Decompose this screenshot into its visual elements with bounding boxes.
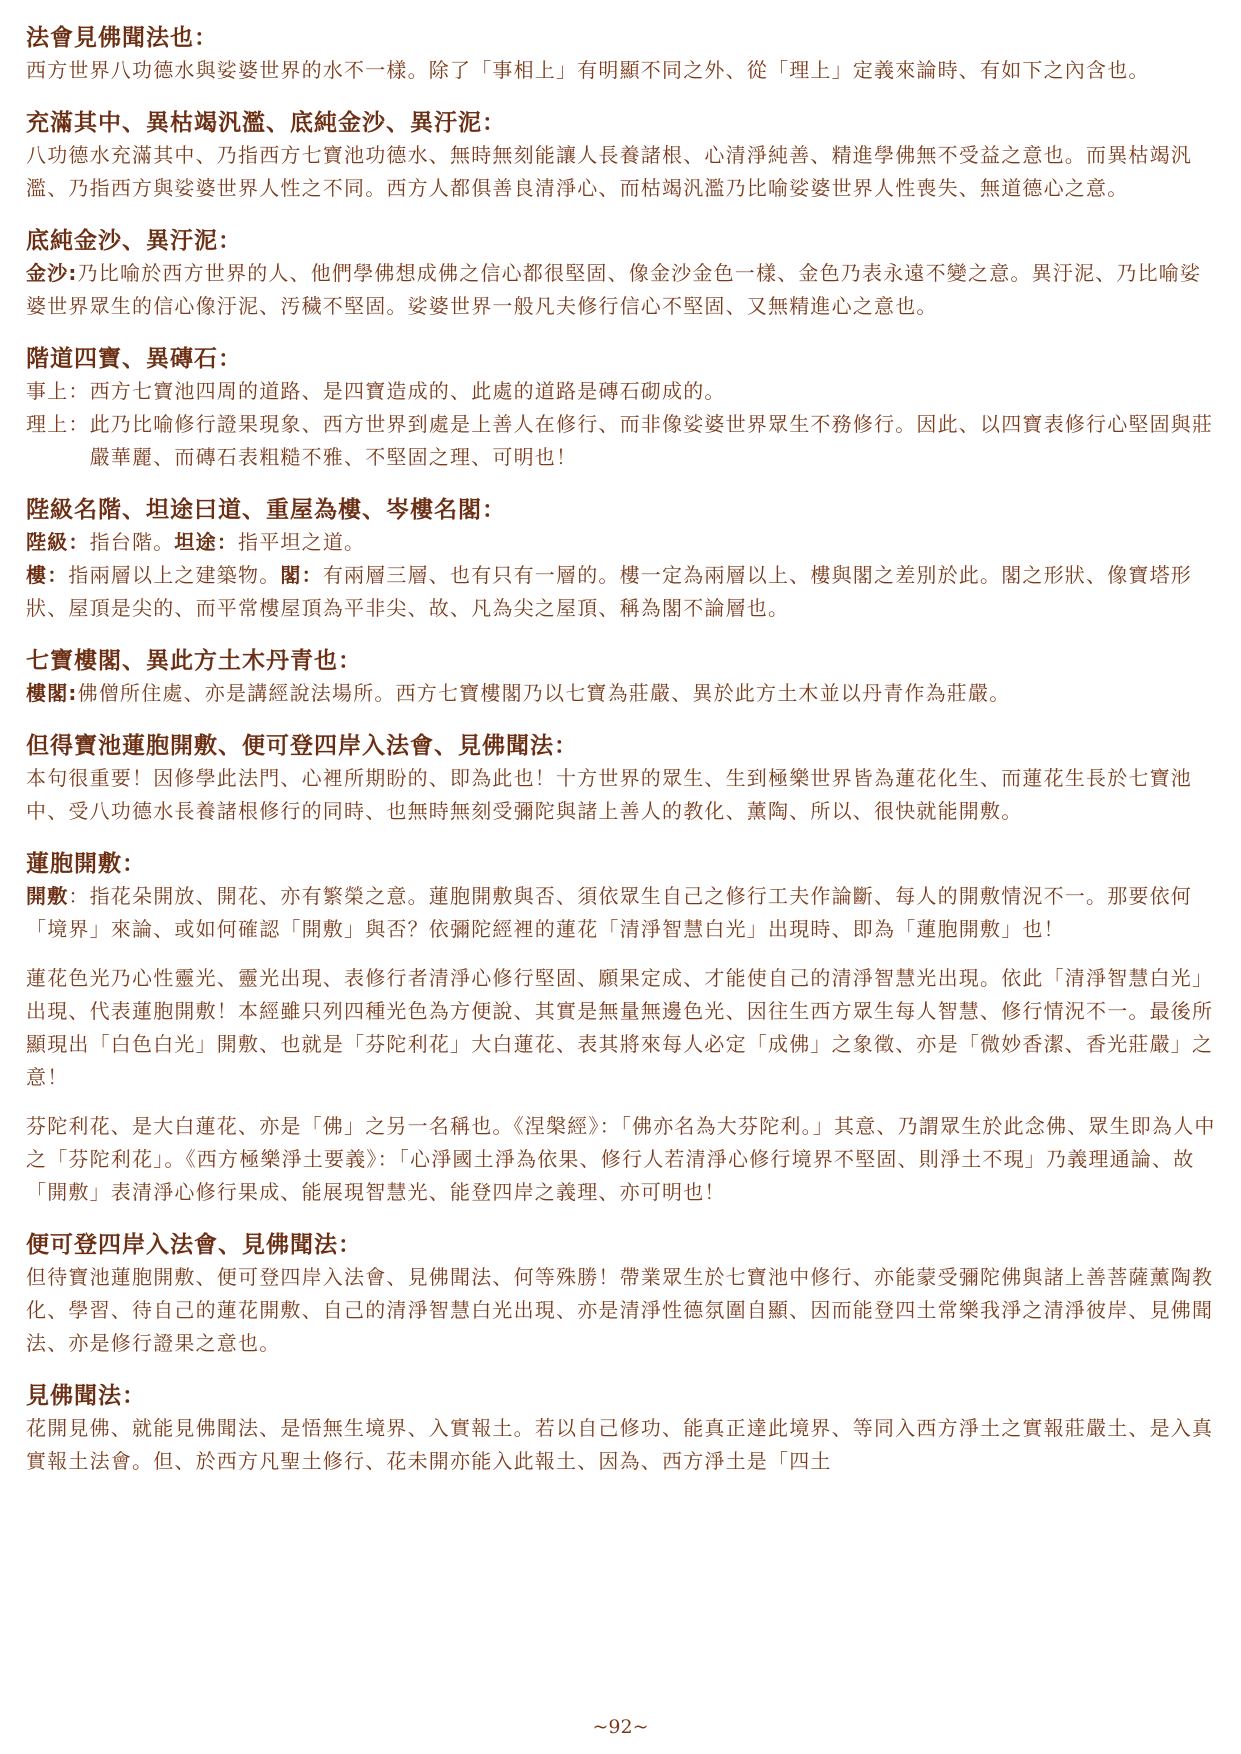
paragraph-text: 乃比喻於西方世界的人、他們學佛想成佛之信心都很堅固、像金沙金色一樣、金色乃表永遠不變之意。異汙泥、乃比喻娑婆世界眾生的信心像汙泥、汚穢不堅固。娑婆世界一般凡夫修行信心不堅固、又無精進心之意也。 <box>26 261 1202 318</box>
paragraph-text: 指平坦之道。 <box>238 530 366 554</box>
section-heading: 法會見佛聞法也： <box>26 25 218 51</box>
paragraph: 但待寶池蓮胞開敷、便可登四岸入法會、見佛聞法、何等殊勝！帶業眾生於七寶池中修行、亦能蒙受彌陀佛與諸上善菩薩薰陶教化、學習、待自己的蓮花開敷、自己的清淨智慧白光出現、亦是清淨性德氛圍自顯、因而能登四土常樂我淨之清淨彼岸、見佛聞法、亦是修行證果之意也。 <box>26 1265 1214 1355</box>
paragraph-text: 指兩層以上之建築物。 <box>68 563 281 587</box>
paragraph-text: 指台階。 <box>89 530 175 554</box>
paragraph <box>26 880 1221 946</box>
section-stairs-pavilion <box>26 494 1221 625</box>
section-heading: 階道四寶、異磚石： <box>26 346 242 372</box>
section-heading: 便可登四岸入法會、見佛聞法： <box>26 1232 362 1258</box>
term-label: 開敷 <box>26 884 69 908</box>
paragraph: 芬陀利花、是大白蓮花、亦是「佛」之另一名稱也。《涅槃經》：「佛亦名為大芬陀利。」其意、乃謂眾生於此念佛、眾生即為人中之「芬陀利花」。《西方極樂淨土要義》：「心淨國土淨為依果、修行人若清淨心修行境界不堅固、則淨土不現」乃義理通論、故「開敷」表清淨心修行果成、能展現智慧光、能登四岸之義理、亦可明也！ <box>26 1114 1216 1204</box>
paragraph <box>26 677 1221 710</box>
item-label: 事上： <box>26 379 90 403</box>
section-four-treasures <box>26 343 1221 474</box>
section-heading: 但得寶池蓮胞開敷、便可登四岸入法會、見佛聞法： <box>26 733 578 759</box>
term-label: 樓閣: <box>26 681 78 705</box>
paragraph-text: 有兩層三層、也有只有一層的。樓一定為兩層以上、樓與閣之差別於此。閣之形狀、像寶塔形狀、屋頂是尖的、而平常樓屋頂為平非尖、故、凡為尖之屋頂、稱為閣不論層也。 <box>26 563 1193 620</box>
item-text: 西方七寶池四周的道路、是四寶造成的、此處的道路是磚石砌成的。 <box>89 379 726 403</box>
paragraph <box>26 559 1221 625</box>
list-item <box>26 408 1221 474</box>
paragraph: 花開見佛、就能見佛聞法、是悟無生境界、入實報土。若以自己修功、能真正達此境界、等同入西方淨土之實報莊嚴土、是入真實報土法會。但、於西方凡聖土修行、花未開亦能入此報土、因為、西方淨土是「四土 <box>26 1416 1214 1473</box>
paragraph <box>26 257 1221 323</box>
paragraph: 西方世界八功德水與娑婆世界的水不一樣。除了「事相上」有明顯不同之外、從「理上」定義來論時、有如下之內含也。 <box>26 58 1150 82</box>
paragraph: 蓮花色光乃心性靈光、靈光出現、表修行者清淨心修行堅固、願果定成、才能使自己的清淨智慧光出現。依此「清淨智慧白光」出現、代表蓮胞開敷！本經雖只列四種光色為方便說、其實是無量無邊色光、因往生西方眾生每人智慧、修行情況不一。最後所顯現出「白色白光」開敷、也就是「芬陀利花」大白蓮花、表其將來每人必定「成佛」之象徵、亦是「微妙香潔、香光莊嚴」之意！ <box>26 966 1214 1089</box>
section-heading: 蓮胞開敷： <box>26 851 146 877</box>
section-heading: 陛級名階、坦途曰道、重屋為樓、岑樓名閣： <box>26 497 506 523</box>
section-see-buddha <box>26 1380 1221 1478</box>
section-lotus-bloom <box>26 848 1221 1209</box>
term-label: 坦途： <box>174 530 239 554</box>
section-heading: 七寶樓閣、異此方土木丹青也： <box>26 648 362 674</box>
section-ascend-shore <box>26 1229 1221 1360</box>
paragraph: 八功德水充滿其中、乃指西方七寶池功德水、無時無刻能讓人長養諸根、心清淨純善、精進學佛無不受益之意也。而異枯竭汎濫、乃指西方與娑婆世界人性之不同。西方人都俱善良清淨心、而枯竭汎濫乃比喻娑婆世界人性喪失、無道德心之意。 <box>26 143 1192 200</box>
document-page <box>26 22 1221 1498</box>
paragraph-text: ：指花朵開放、開花、亦有繁榮之意。蓮胞開敷與否、須依眾生自己之修行工夫作論斷、每人的開敷情況不一。那要依何「境界」來論、或如何確認「開敷」與否？依彌陀經裡的蓮花「清淨智慧白光」出現時、即為「蓮胞開敷」也！ <box>26 884 1193 941</box>
item-label: 理上： <box>26 412 90 436</box>
page-number: ~92~ <box>592 1716 649 1738</box>
term-label: 樓： <box>26 563 69 587</box>
section-water <box>26 107 1221 205</box>
list-item <box>26 375 1221 408</box>
section-golden-sand <box>26 225 1221 323</box>
paragraph <box>26 526 1221 559</box>
paragraph: 本句很重要！因修學此法門、心裡所期盼的、即為此也！十方世界的眾生、生到極樂世界皆為蓮花化生、而蓮花生長於七寶池中、受八功德水長養諸根修行的同時、也無時無刻受彌陀與諸上善人的教化、薰陶、所以、很快就能開敷。 <box>26 766 1192 823</box>
term-label: 金沙: <box>26 261 78 285</box>
item-text: 此乃比喻修行證果現象、西方世界到處是上善人在修行、而非像娑婆世界眾生不務修行。因此、以四寶表修行心堅固與莊嚴華麗、而磚石表粗糙不雅、不堅固之理、可明也！ <box>89 412 1214 469</box>
section-seven-treasure-pavilion <box>26 645 1221 710</box>
section-heading: 見佛聞法： <box>26 1383 146 1409</box>
term-label: 陛級： <box>26 530 90 554</box>
section-heading: 底純金沙、異汙泥： <box>26 228 242 254</box>
term-label: 閣： <box>280 563 323 587</box>
section-heading: 充滿其中、異枯竭汎濫、底純金沙、異汙泥： <box>26 110 506 136</box>
section-intro <box>26 22 1221 87</box>
paragraph-text: 佛僧所住處、亦是講經說法場所。西方七寶樓閣乃以七寶為莊嚴、異於此方土木並以丹青作為莊嚴。 <box>77 681 1011 705</box>
section-lotus-bloom-intro <box>26 730 1221 828</box>
